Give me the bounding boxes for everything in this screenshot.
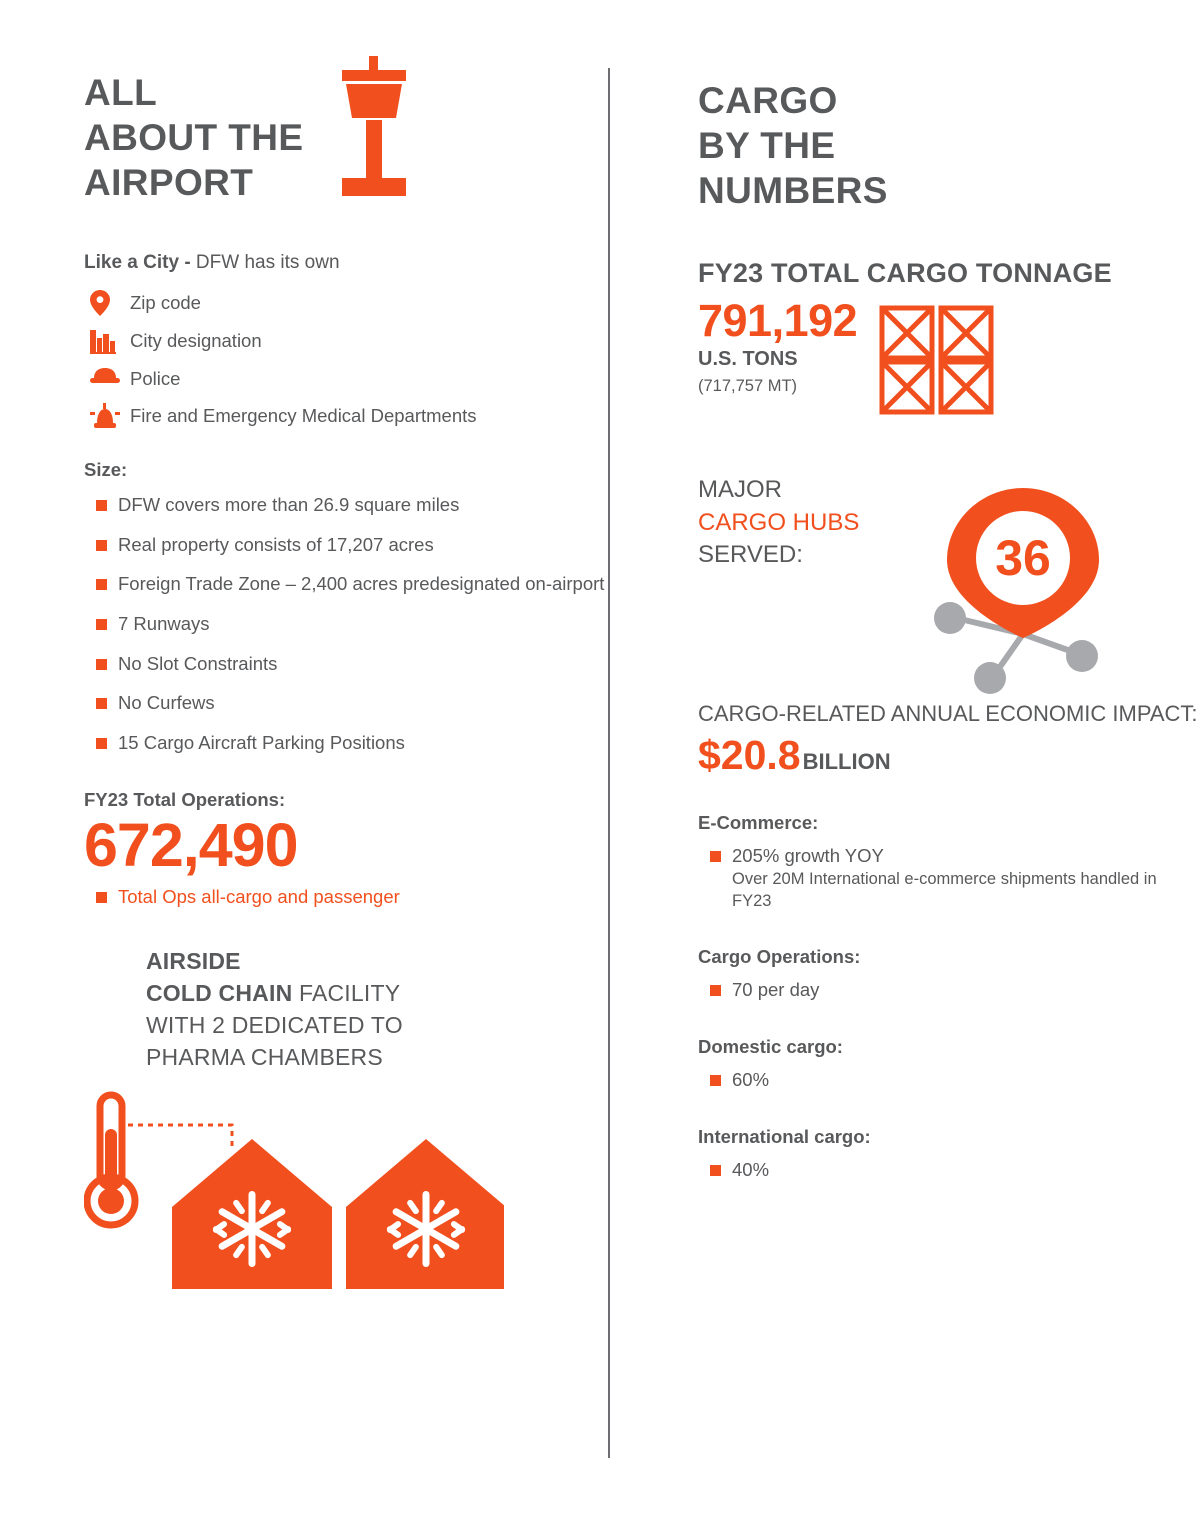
right-column [610,0,1200,1530]
cold-warehouse-icon [346,1139,504,1289]
list-item: No Slot Constraints [84,652,610,676]
title-line-2: ABOUT THE [84,117,304,159]
list-item: Total Ops all-cargo and passenger [84,885,610,909]
list-item: 15 Cargo Aircraft Parking Positions [84,731,610,755]
cold-chain-text [146,946,610,1073]
like-a-city-text [84,251,610,276]
list-item [84,328,610,354]
size-list [84,493,610,755]
economic-impact-label [698,700,1200,729]
title-line-3: NUMBERS [698,170,888,212]
list-item-label: City designation [130,330,262,352]
map-pin-icon [84,290,130,316]
hub-count: 36 [995,530,1051,587]
list-item-label: Police [130,368,181,390]
cold-chain-artwork [84,1089,610,1309]
domestic-cargo-list [698,1068,1200,1092]
list-item: No Curfews [84,691,610,715]
list-item-label: Zip code [130,292,201,314]
city-services-list [84,290,610,429]
city-buildings-icon [84,328,130,354]
list-item: 70 per day [698,978,1200,1002]
cargo-hubs-block [698,466,1200,696]
cargo-operations-label: Cargo Operations: [698,946,861,968]
cold-chain-line-2-bold: COLD CHAIN [146,980,293,1007]
title-line-3: AIRPORT [84,162,254,204]
page-title-right [698,78,1200,213]
economic-impact-text: CARGO-RELATED ANNUAL ECONOMIC IMPACT: [698,701,1198,727]
economic-impact-value [698,733,1200,778]
control-tower-icon [322,56,427,211]
cold-chain-line-3: WITH 2 DEDICATED TO [146,1011,403,1038]
list-item [698,844,1200,913]
cold-chain-line-1: AIRSIDE [146,948,241,975]
tonnage-heading: FY23 TOTAL CARGO TONNAGE [698,258,1112,289]
operations-label: FY23 Total Operations: [84,788,286,810]
tonnage-block [698,297,1200,420]
size-label: Size: [84,459,128,481]
police-hat-icon [84,366,130,386]
list-item-label: 205% growth YOY [732,844,884,866]
list-item-label: Fire and Emergency Medical Departments [130,405,477,427]
tonnage-metric: (717,757 MT) [698,377,798,396]
cold-warehouse-icon [172,1139,332,1289]
international-cargo-label: International cargo: [698,1125,871,1147]
ecommerce-label: E-Commerce: [698,811,819,833]
cold-chain-line-2-rest: FACILITY [292,980,401,1007]
like-a-city-label: Like a City - [84,252,191,274]
cargo-boxes-icon [879,305,995,420]
tonnage-number: 791,192 [698,295,858,347]
domestic-cargo-label: Domestic cargo: [698,1036,843,1058]
like-a-city-rest: DFW has its own [190,252,340,274]
list-item: 40% [698,1158,1200,1182]
list-item: Foreign Trade Zone – 2,400 acres predesignated on-airport [84,572,610,596]
list-item: DFW covers more than 26.9 square miles [84,493,610,517]
international-cargo-list [698,1158,1200,1182]
cold-chain-line-4: PHARMA CHAMBERS [146,1043,383,1070]
list-item: 60% [698,1068,1200,1092]
list-item [84,290,610,316]
title-line-1: ALL [84,72,158,113]
ecommerce-list [698,844,1200,913]
impact-amount: $20.8 [698,731,801,778]
list-item: Real property consists of 17,207 acres [84,533,610,557]
map-pin-network-icon [848,466,1178,696]
list-item [84,366,610,391]
list-item: 7 Runways [84,612,610,636]
title-line-1: CARGO [698,80,838,121]
operations-number: 672,490 [84,810,298,879]
list-item [84,403,610,429]
title-line-2: BY THE [698,125,836,167]
left-heading-block [84,70,610,205]
impact-unit: BILLION [802,748,891,774]
ecommerce-note: Over 20M International e-commerce shipments handled in FY23 [732,870,1157,910]
hubs-line-3: SERVED: [698,540,803,568]
hubs-line-1: MAJOR [698,476,782,504]
tonnage-units: U.S. TONS [698,348,798,371]
cargo-operations-list [698,978,1200,1002]
operations-bullet-list [84,885,610,909]
cargo-hubs-text [698,474,859,571]
emergency-light-icon [84,403,130,429]
hubs-line-2: CARGO HUBS [698,508,860,536]
